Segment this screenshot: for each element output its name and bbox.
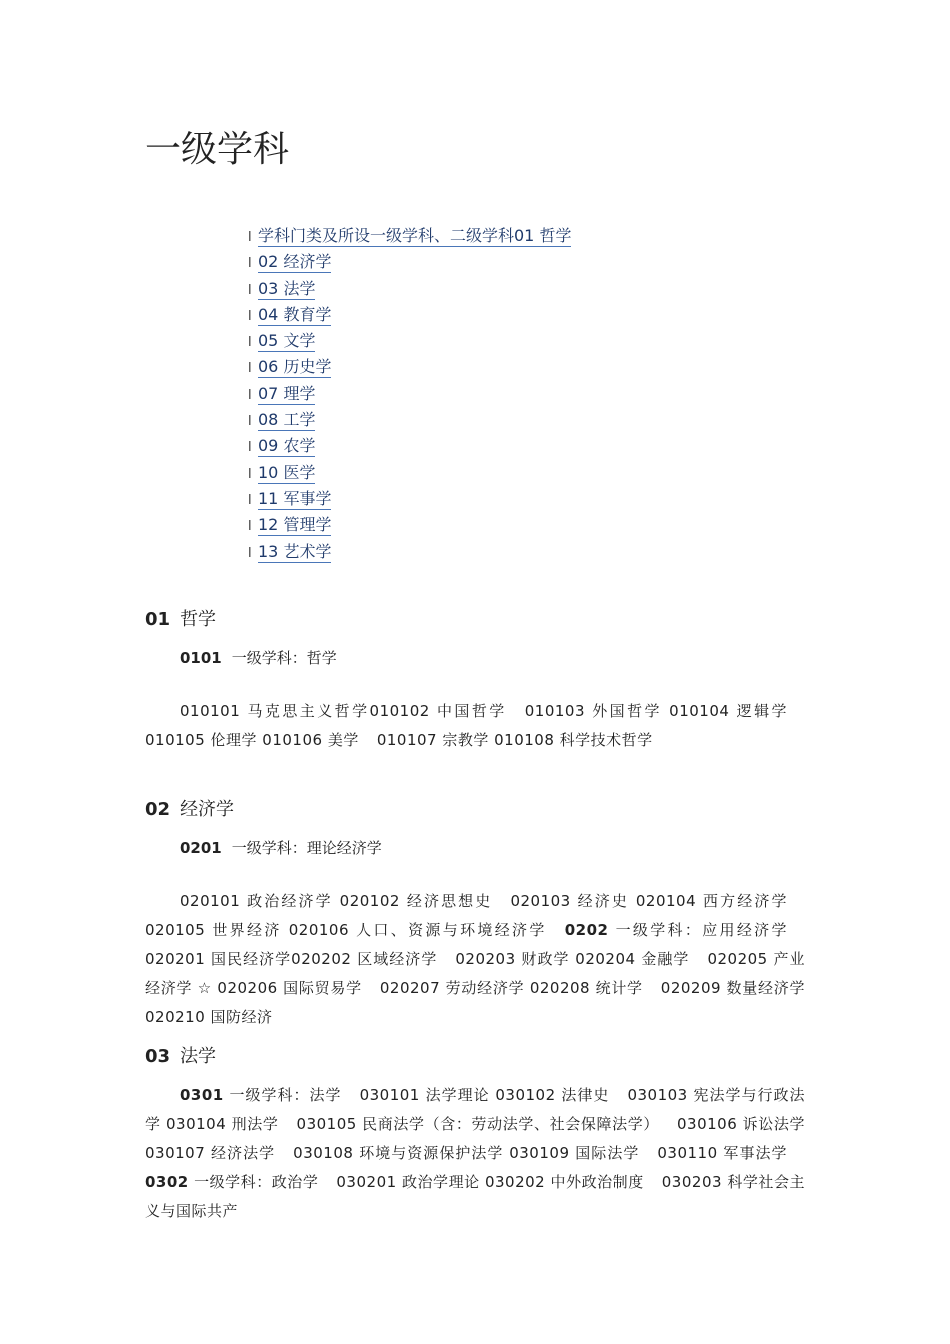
discipline-item: 020201 国民经济学020202 区域经济学 [145,950,438,968]
toc-link[interactable]: 06 历史学 [258,357,332,377]
toc-item[interactable] [248,355,571,381]
discipline-code: 0202 [564,921,609,939]
toc-item[interactable] [248,540,571,566]
discipline-item: 020105 世界经济 020106 人口、资源与环境经济学 [145,921,547,939]
table-of-contents [248,224,571,566]
toc-link[interactable]: 04 教育学 [258,304,332,324]
discipline-label: 一级学科：法学 [229,1086,342,1104]
section-code: 01 [145,609,171,630]
toc-item[interactable] [248,277,571,303]
discipline-code: 0302 [145,1173,189,1191]
toc-item[interactable] [248,250,571,276]
discipline-item [565,921,787,939]
toc-bullet: l [248,492,252,508]
toc-link[interactable]: 08 工学 [258,410,316,430]
toc-link[interactable]: 09 农学 [258,436,316,456]
section-heading-economics [145,798,234,822]
discipline-label: 一级学科：哲学 [231,649,337,667]
discipline-item: 010101 马克思主义哲学010102 中国哲学 [180,702,507,720]
discipline-item: 020209 数量经济学 020210 国防经济 [145,979,806,1026]
discipline-item: 010103 外国哲学 010104 逻辑学 [524,702,788,720]
toc-bullet: l [248,519,252,535]
discipline-item: 030110 军事法学 [657,1144,788,1162]
discipline-item: 020205 产业经济学 ☆ 020206 国际贸易学 [145,950,806,997]
toc-item[interactable] [248,487,571,513]
toc-item[interactable] [248,224,571,250]
toc-item[interactable] [248,382,571,408]
toc-link[interactable]: 12 管理学 [258,515,332,535]
toc-bullet: l [248,387,252,403]
toc-bullet: l [248,361,252,377]
toc-link[interactable]: 02 经济学 [258,252,332,272]
discipline-item: 030106 诉讼法学 030107 经济法学 [145,1115,805,1162]
toc-item[interactable] [248,408,571,434]
discipline-label: 一级学科：理论经济学 [231,839,382,857]
section-name: 经济学 [180,799,235,820]
first-level-discipline [180,837,382,859]
discipline-code: 0101 [180,649,222,667]
toc-link[interactable]: 03 法学 [258,278,316,298]
toc-link[interactable]: 13 艺术学 [258,541,332,561]
discipline-item: 020101 政治经济学 020102 经济思想史 [180,892,493,910]
discipline-item: 010105 伦理学 010106 美学 [145,731,359,749]
toc-item[interactable] [248,329,571,355]
toc-item[interactable] [248,434,571,460]
toc-item[interactable] [248,513,571,539]
second-level-list [145,1081,805,1226]
discipline-code: 0201 [180,839,222,857]
discipline-code: 0301 [180,1086,224,1104]
second-level-list [145,887,805,1032]
discipline-label: 一级学科：应用经济学 [615,921,787,939]
discipline-label: 一级学科：政治学 [194,1173,319,1191]
toc-link[interactable]: 学科门类及所设一级学科、二级学科01 哲学 [258,226,572,245]
toc-link[interactable]: 10 医学 [258,462,316,482]
toc-bullet: l [248,414,252,430]
section-code: 02 [145,799,171,820]
discipline-item: 010107 宗教学 010108 科学技术哲学 [376,731,653,749]
discipline-item: 030108 环境与资源保护法学 030109 国际法学 [293,1144,640,1162]
discipline-item: 020207 劳动经济学 020208 统计学 [379,979,643,997]
second-level-list [145,697,805,755]
section-heading-law [145,1045,216,1069]
discipline-item [180,1086,342,1104]
first-level-discipline [180,647,337,669]
toc-bullet: l [248,282,252,298]
toc-bullet: l [248,230,252,245]
page-title: 一级学科 [145,129,290,170]
discipline-item: 030201 政治学理论 030202 中外政治制度 [336,1173,644,1191]
toc-bullet: l [248,545,252,561]
discipline-item [145,1173,318,1191]
discipline-item: 020203 财政学 020204 金融学 [455,950,690,968]
discipline-item: 030203 科学社会主义与国际共产 [145,1173,805,1220]
toc-bullet: l [248,466,252,482]
toc-bullet: l [248,256,252,272]
toc-bullet: l [248,440,252,456]
discipline-item: 030101 法学理论 030102 法律史 [359,1086,610,1104]
discipline-item: 020103 经济史 020104 西方经济学 [510,892,788,910]
section-name: 法学 [180,1046,217,1067]
toc-bullet: l [248,335,252,351]
section-code: 03 [145,1046,171,1067]
section-heading-philosophy [145,608,216,632]
section-name: 哲学 [180,609,217,630]
toc-item[interactable] [248,461,571,487]
toc-bullet: l [248,308,252,324]
discipline-item: 030105 民商法学（含：劳动法学、社会保障法学） [296,1115,659,1133]
toc-link[interactable]: 11 军事学 [258,488,332,508]
toc-item[interactable] [248,303,571,329]
toc-link[interactable]: 07 理学 [258,383,316,403]
discipline-item: 030103 宪法学与行政法学 030104 刑法学 [145,1086,805,1133]
toc-link[interactable]: 05 文学 [258,331,316,351]
